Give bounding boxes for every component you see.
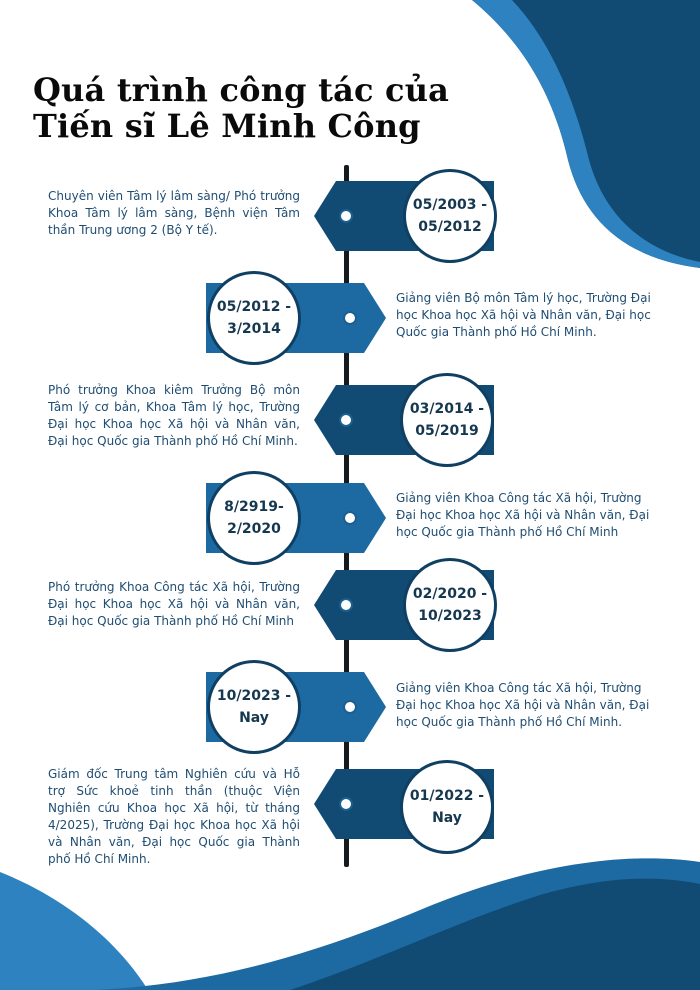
period-label: 05/2003 - 05/2012 xyxy=(412,197,488,235)
period-circle xyxy=(207,660,301,754)
timeline-dot xyxy=(339,413,353,427)
entry-description: Phó trưởng Khoa kiêm Trưởng Bộ môn Tâm lý cơ bản, Khoa Tâm lý học, Trường Đại học Khoa học Xã hội và Nhân văn, Đại học Quốc gia Thành phố Hồ Chí Minh. xyxy=(48,383,300,448)
period-circle xyxy=(403,558,497,652)
timeline-dot xyxy=(339,797,353,811)
bottom-left-wave-light xyxy=(0,872,148,990)
entry-description: Chuyên viên Tâm lý lâm sàng/ Phó trưởng Khoa Tâm lý lâm sàng, Bệnh viện Tâm thần Trung ương 2 (Bộ Y tế). xyxy=(48,189,300,237)
period-circle xyxy=(400,760,494,854)
period-label: 10/2023 - Nay xyxy=(216,688,292,726)
entry-description: Giảng viên Khoa Công tác Xã hội, Trường Đại học Khoa học Xã hội và Nhân văn, Đại học Quốc gia Thành phố Hồ Chí Minh xyxy=(396,491,650,539)
entry-description: Giám đốc Trung tâm Nghiên cứu và Hỗ trợ Sức khoẻ tinh thần (thuộc Viện Nghiên cứu Khoa học Xã hội, từ tháng 4/2025), Trường Đại học Khoa học Xã hội và Nhân văn, Đại học Quốc gia Thành phố Hồ Chí Minh. xyxy=(48,767,300,866)
entry-description: Giảng viên Khoa Công tác Xã hội, Trường Đại học Khoa học Xã hội và Nhân văn, Đại học Quốc gia Thành phố Hồ Chí Minh. xyxy=(396,681,650,729)
top-right-wave-dark xyxy=(472,0,700,268)
period-circle xyxy=(400,373,494,467)
period-label: 8/2919- 2/2020 xyxy=(224,499,284,537)
period-circle xyxy=(403,169,497,263)
timeline-dot xyxy=(343,511,357,525)
entry-description: Giảng viên Bộ môn Tâm lý học, Trường Đại học Khoa học Xã hội và Nhân văn, Đại học Quốc gia Thành phố Hồ Chí Minh. xyxy=(396,291,651,339)
period-label: 05/2012 - 3/2014 xyxy=(216,299,292,337)
page-title xyxy=(33,72,449,144)
title-line-1: Quá trình công tác của xyxy=(33,71,450,109)
timeline-dot xyxy=(339,598,353,612)
title-line-2: Tiến sĩ Lê Minh Công xyxy=(33,107,421,145)
timeline-dot xyxy=(343,700,357,714)
entry-description: Phó trưởng Khoa Công tác Xã hội, Trường Đại học Khoa học Xã hội và Nhân văn, Đại học Quốc gia Thành phố Hồ Chí Minh xyxy=(48,580,300,628)
period-circle xyxy=(207,271,301,365)
timeline-dot xyxy=(343,311,357,325)
period-label: 01/2022 - Nay xyxy=(409,788,485,826)
period-label: 02/2020 - 10/2023 xyxy=(412,586,488,624)
period-circle xyxy=(207,471,301,565)
timeline-dot xyxy=(339,209,353,223)
period-label: 03/2014 - 05/2019 xyxy=(409,401,485,439)
